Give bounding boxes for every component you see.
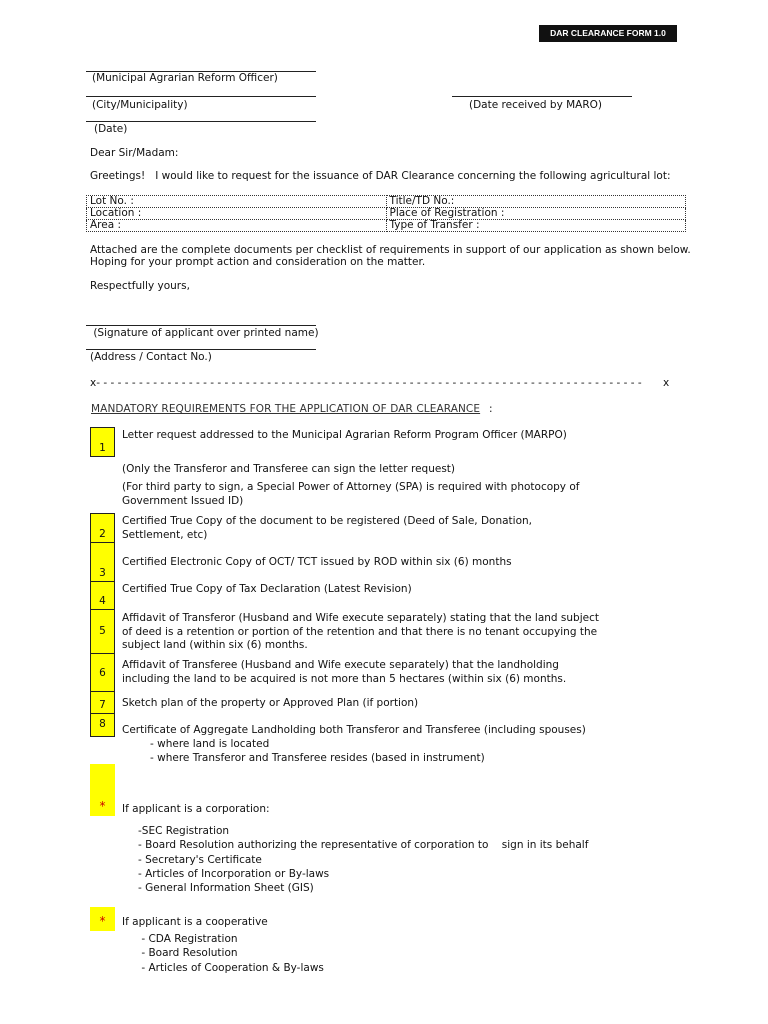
item-number-box	[90, 427, 115, 457]
item-number: 1	[99, 442, 106, 454]
corporation-item: -SEC Registration	[138, 825, 230, 837]
item-number-box	[90, 542, 115, 582]
address-contact-label: (Address / Contact No.)	[90, 351, 212, 363]
type-of-transfer-cell: Type of Transfer :	[386, 220, 686, 232]
date-label: (Date)	[94, 123, 128, 135]
requirement-note: (Only the Transferor and Transferee can sign the letter request)	[122, 463, 456, 475]
body-line-2: Hoping for your prompt action and consideration on the matter.	[90, 256, 426, 268]
requirement-text: Certified True Copy of Tax Declaration (Latest Revision)	[122, 583, 412, 595]
corporation-heading: If applicant is a corporation:	[122, 803, 270, 815]
cooperative-marker-box	[90, 907, 115, 931]
signature-line	[86, 325, 316, 326]
asterisk-marker: *	[99, 799, 106, 813]
city-label: (City/Municipality)	[92, 99, 188, 111]
cooperative-item: - CDA Registration	[138, 933, 238, 945]
table-row	[87, 208, 686, 220]
cooperative-item: - Board Resolution	[138, 947, 238, 959]
table-row	[87, 220, 686, 232]
place-of-registration-cell: Place of Registration :	[386, 208, 686, 220]
item-number: 7	[99, 699, 106, 711]
item-number: 8	[99, 718, 106, 730]
requirements-title-text: MANDATORY REQUIREMENTS FOR THE APPLICATION OF DAR CLEARANCE	[91, 403, 481, 415]
location-cell: Location :	[87, 208, 387, 220]
corporation-item: - Secretary's Certificate	[138, 854, 262, 866]
corporation-item: - General Information Sheet (GIS)	[138, 882, 314, 894]
corporation-marker-box	[90, 764, 115, 816]
date-line	[86, 121, 316, 122]
requirement-text: Certificate of Aggregate Landholding both Transferor and Transferee (including spouses)	[122, 724, 586, 736]
requirement-text: Sketch plan of the property or Approved Plan (if portion)	[122, 697, 419, 709]
cooperative-item: - Articles of Cooperation & By-laws	[138, 962, 324, 974]
date-received-label: (Date received by MARO)	[469, 99, 603, 111]
closing: Respectfully yours,	[90, 280, 190, 292]
corporation-item: - Board Resolution authorizing the representative of corporation to sign in its behalf	[138, 839, 589, 851]
greeting: Greetings! I would like to request for the issuance of DAR Clearance concerning the following agricultural lot:	[90, 170, 671, 182]
requirements-title	[91, 403, 480, 415]
item-number: 6	[99, 667, 106, 679]
address-line	[86, 349, 316, 350]
officer-label: (Municipal Agrarian Reform Officer)	[92, 72, 278, 84]
item-number-box	[90, 691, 115, 714]
item-number-box	[90, 653, 115, 692]
item-number-box	[90, 513, 115, 543]
item-number: 3	[99, 567, 106, 579]
form-label-badge: DAR CLEARANCE FORM 1.0	[539, 25, 677, 42]
requirement-text: Certified True Copy of the document to be registered (Deed of Sale, Donation, Settlement, etc)	[122, 515, 533, 541]
requirement-text: Certified Electronic Copy of OCT/ TCT issued by ROD within six (6) months	[122, 556, 512, 568]
salutation: Dear Sir/Madam:	[90, 147, 179, 159]
corporation-item: - Articles of Incorporation or By-laws	[138, 868, 330, 880]
requirement-subitem: - where land is located	[150, 738, 270, 750]
body-line-1: Attached are the complete documents per checklist of requirements in support of our application as shown below.	[90, 244, 691, 256]
separator-end: x	[663, 377, 670, 389]
signature-label: (Signature of applicant over printed name)	[90, 327, 319, 339]
asterisk-marker: *	[99, 914, 106, 928]
table-row	[87, 196, 686, 208]
lot-table	[86, 195, 686, 232]
requirement-text: Affidavit of Transferor (Husband and Wife execute separately) stating that the land subject of deed is a retention or portion of the retention and that there is no tenant occupying the subject land (within six (6) months.	[122, 612, 599, 651]
requirement-note: (For third party to sign, a Special Power of Attorney (SPA) is required with photocopy of Government Issued ID)	[122, 481, 580, 507]
area-cell: Area :	[87, 220, 387, 232]
item-number: 2	[99, 528, 106, 540]
cut-separator	[90, 377, 674, 389]
cooperative-heading: If applicant is a cooperative	[122, 916, 268, 928]
date-received-line	[452, 96, 632, 97]
item-number-box	[90, 713, 115, 737]
item-number-box	[90, 581, 115, 610]
item-number: 4	[99, 595, 106, 607]
requirement-text: Letter request addressed to the Municipal Agrarian Reform Program Officer (MARPO)	[122, 429, 567, 441]
lot-no-cell: Lot No. :	[87, 196, 387, 208]
requirements-title-colon: :	[489, 403, 493, 415]
separator-dashes: - - - - - - - - - - - - - - - - - - - - - - - - - - - - - - - - - - - - - - - - - - - - - - - - - - - - - - - - - - - - - - - - - - - - - - - - - - - -	[103, 377, 642, 389]
requirement-text: Affidavit of Transferee (Husband and Wife execute separately) that the landholding including the land to be acquired is not more than 5 hectares (within six (6) months.	[122, 659, 567, 685]
separator-start: x-	[90, 377, 101, 389]
city-line	[86, 96, 316, 97]
title-no-cell: Title/TD No.:	[386, 196, 686, 208]
item-number: 5	[99, 625, 106, 637]
requirement-subitem: - where Transferor and Transferee resides (based in instrument)	[150, 752, 485, 764]
item-number-box	[90, 609, 115, 654]
